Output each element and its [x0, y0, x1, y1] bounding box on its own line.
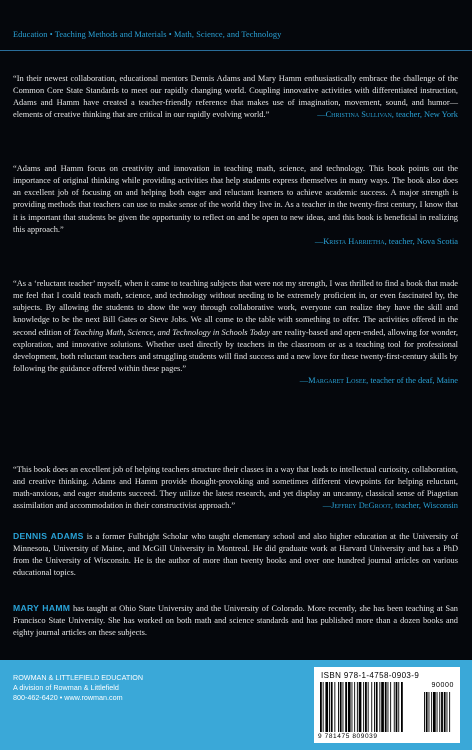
barcode-digits: 9 781475 809039: [318, 733, 378, 740]
review-quote-1: [13, 73, 458, 122]
barcode-panel: [314, 667, 460, 743]
author-name: DENNIS ADAMS: [13, 531, 84, 541]
author-bio-dennis-adams: [13, 530, 458, 580]
price-addon: 90000: [431, 682, 454, 689]
publisher-info: [13, 673, 143, 703]
author-bio-text: has taught at Ohio State University and the University of Colorado. More recently, she has been teaching at San Francisco State University. She has worked on both math and science standards and has published more than a dozen books and eighty journal articles on these subjects.: [13, 604, 458, 638]
quote-attribution: [317, 109, 458, 121]
reviewer-role: teacher, Nova Scotia: [386, 236, 458, 246]
category-line: Education • Teaching Methods and Materials • Math, Science, and Technology: [13, 30, 282, 39]
publisher-name: ROWMAN & LITTLEFIELD EDUCATION: [13, 673, 144, 682]
reviewer-role: teacher, Wisconsin: [393, 501, 458, 511]
divider: [0, 50, 472, 51]
review-quote-4: [13, 464, 458, 513]
quote-text: “In their newest collaboration, educational mentors Dennis Adams and Mary Hamm enthusiastically embrace the challenge of the Common Core State Standards to meet our rapidly changing world. Coupling innovative activities with differentiated instruction, Adams and Hamm have created a teacher-friendly reference that makes use of imagination, movement, sound, and humor—elements of creative thinking that are critical in our rapidly evolving world.”: [13, 74, 458, 120]
author-name: MARY HAMM: [13, 603, 71, 613]
reviewer-name: —Margaret Losee,: [299, 376, 369, 386]
review-quote-2: [13, 163, 458, 248]
reviewer-role: teacher of the deaf, Maine: [368, 376, 458, 386]
quote-attribution: [13, 236, 458, 248]
quote-text: are reality-based and open-ended, allowing for wonder, exploration, and innovative solutions. Whether used directly by teachers in the classroom or as a teaching tool for professional development, both reluctant teachers and struggling students will find success and a new love for these twenty-first-century skills by following the guidance offered within these pages.”: [13, 327, 458, 374]
quote-text: “This book does an excellent job of helping teachers structure their classes in a way that leads to intellectual curiosity, collaboration, and creative thinking. Adams and Hamm provide thought-provoking and sometimes different viewpoints for helping reluctant, math-anxious, and eager students succeed. They utilize the latest research, and yet display an uncanny, classical sense of Piagetian assimilation and accommodation in their constructivist approach.”: [13, 465, 458, 511]
author-bio-mary-hamm: [13, 602, 458, 639]
barcode-icon: [318, 682, 456, 734]
footer-band: [0, 660, 472, 750]
quote-attribution: [13, 375, 458, 387]
publisher-division: A division of Rowman & Littlefield: [13, 683, 119, 692]
reviewer-name: —Jeffrey DeGroot,: [322, 501, 393, 511]
book-title: Teaching Math, Science, and Technology in Schools Today: [73, 327, 270, 337]
quote-text: “Adams and Hamm focus on creativity and innovation in teaching math, science, and technology. This book points out the importance of original thinking while providing activities that help students express themselves in many ways. The book also does an excellent job of focusing on and helping both eager and reluctant learners to achieve academic success. A major strength is providing methods that teachers can use to make sense of the world they live in. As a teacher in the twenty-first century, I know that it is important that students be given the opportunity to reflect on and be open to new ideas, and this book is beneficial in realizing this approach.”: [13, 164, 458, 234]
reviewer-name: —Christina Sullivan,: [317, 110, 394, 120]
author-bio-text: is a former Fulbright Scholar who taught elementary school and also higher education at the University of Minnesota, University of Maine, and McGill University in Montreal. He did graduate work at Harvard University and has a PhD from the University of Wisconsin. He is the author of more than twenty books and over one hundred journal articles on various educational topics.: [13, 532, 458, 578]
quote-text: “As a ‘reluctant teacher’ myself, when it came to teaching subjects that were not my strength, I was thrilled to find a book that made me feel that I could teach math, science, and technology without needing to be extremely proficient in, or even fascinated by, the subjects. By allowing the students to show the way through collaborative work, everyone can realize they have the skill and knowledge to be the next Bill Gates or Steve Jobs. We all come to the table with something to offer. The activities offered in the second edition of: [13, 279, 458, 337]
reviewer-role: teacher, New York: [393, 110, 458, 120]
review-quote-3: [13, 278, 458, 387]
quote-attribution: [323, 500, 458, 512]
isbn-text: ISBN 978-1-4758-0903-9: [321, 671, 420, 680]
reviewer-name: —Krista Harrietha,: [314, 236, 387, 246]
publisher-contact: 800-462-6420 • www.rowman.com: [13, 693, 123, 702]
